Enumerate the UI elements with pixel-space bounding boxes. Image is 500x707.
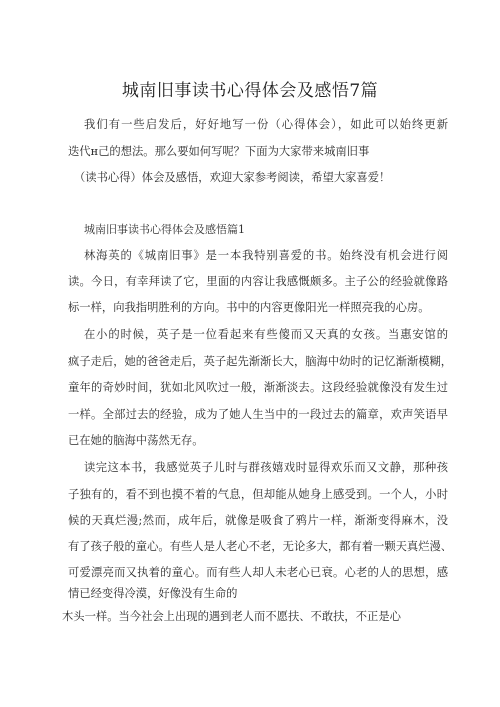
paragraph-line: 子独有的，看不到也摸不着的气息，但却能从她身上感受到。一个人，小时	[68, 488, 448, 501]
intro-line: 我们有一些启发后，好好地写一份（心得体会），如此可以始终更新	[84, 118, 448, 131]
paragraph-line: 一样。全部过去的经验，成为了她人生当中的一段过去的篇章，欢声笑语早	[68, 408, 448, 421]
paragraph-line: 已在她的脑海中荡然无存。	[68, 434, 204, 447]
intro-line: （读书心得）体会及感悟，欢迎大家参考阅读，希望大家喜爱！	[74, 171, 391, 184]
document-title: 城南旧事读书心得体会及感悟7篇	[121, 81, 379, 101]
intro-line: 迭代н己的想法。那么要如何写呢？下面为大家带来城南旧事	[68, 145, 370, 158]
paragraph-line: 读。今日，有幸拜读了它，里面的内容让我感慨颇多。主子公的经验就像路	[68, 275, 448, 288]
paragraph-line: 可爱漂亮而又执着的童心。而有些人却人未老心已衰。心老的人的思想，感	[68, 566, 448, 579]
section-heading: 城南旧事读书心得体会及感悟篇1	[84, 223, 245, 236]
paragraph-line: 有了孩子般的童心。有些人是人老心不老，无论多大，都有着一颗天真烂漫、	[68, 540, 453, 553]
paragraph-line: 标一样，向我指明胜利的方向。书中的内容更像阳光一样照亮我的心房。	[68, 301, 430, 314]
paragraph-line: 林海英的《城南旧事》是一本我特别喜爱的书。始终没有机会进行阅	[84, 249, 448, 262]
paragraph-line: 读完这本书，我感觉英子儿时与群孩嬉戏时显得欢乐而又文静，那种孩	[84, 461, 448, 474]
paragraph-line: 情已经变得冷漠，好像没有生命的	[68, 587, 238, 600]
paragraph-line: 候的天真烂漫;然而，成年后，就像是吸食了鸦片一样，渐渐变得麻木，没	[68, 514, 448, 527]
paragraph-line: 在小的时候，英子是一位看起来有些傻而又天真的女孩。当惠安馆的	[84, 328, 448, 341]
paragraph-line: 木头一样。当今社会上出现的遇到老人而不愿扶、不敢扶，不正是心	[62, 610, 401, 623]
paragraph-line: 疯子走后，她的爸爸走后，英子起先渐渐长大，脑海中幼时的记忆渐渐模糊，	[68, 355, 453, 368]
paragraph-line: 童年的奇妙时间，犹如北风吹过一般，渐渐淡去。这段经验就像没有发生过	[68, 381, 448, 394]
